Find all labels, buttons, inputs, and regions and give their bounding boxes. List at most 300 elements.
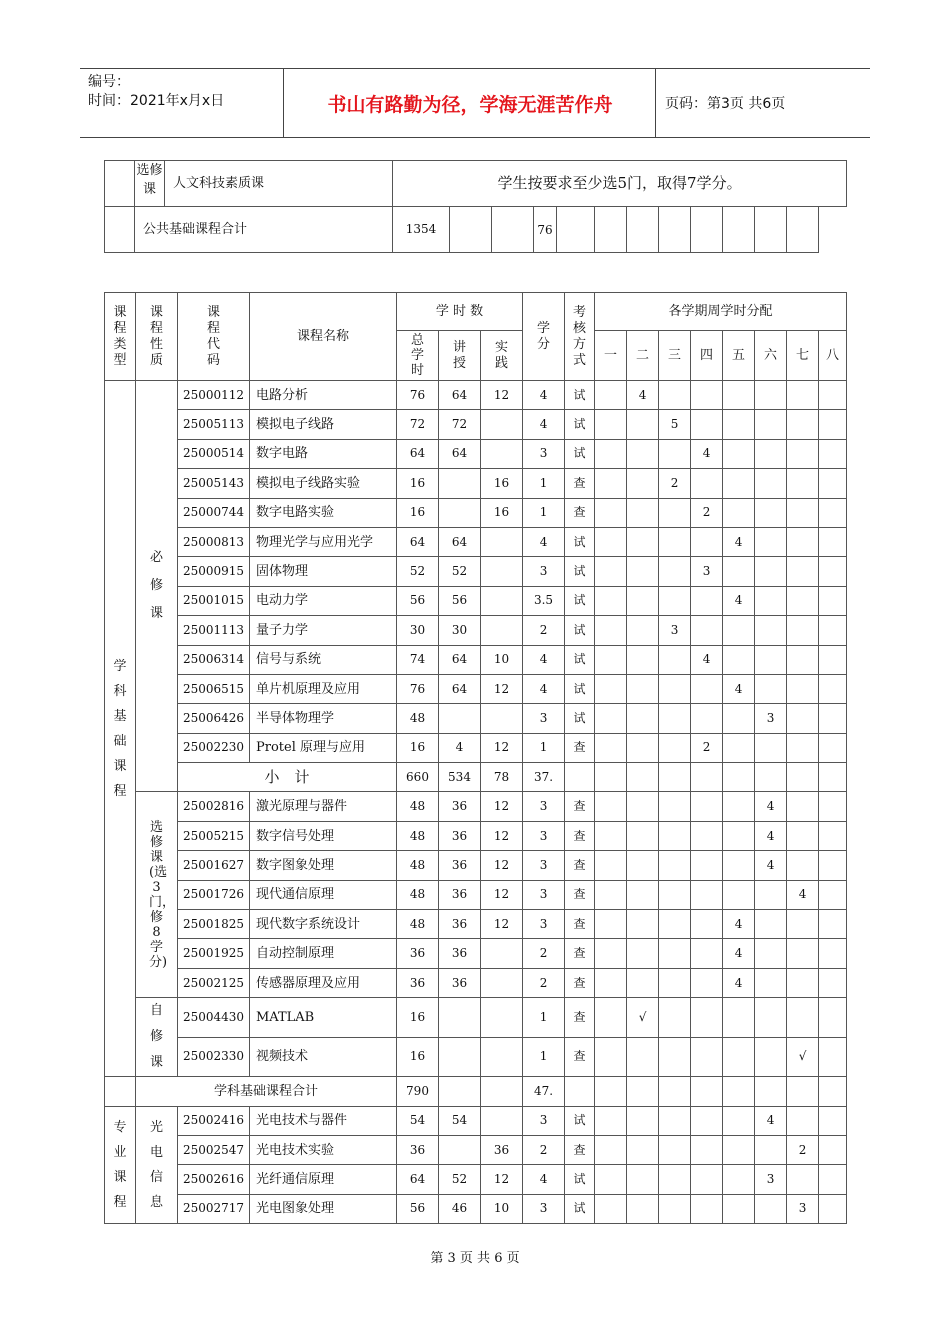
term-5-hours (723, 1135, 755, 1164)
term-1-hours (595, 1135, 627, 1164)
time-label: 时间：2021年x月x日 (88, 93, 225, 109)
empty-cell (105, 207, 135, 253)
term-6-hours (755, 616, 787, 645)
course-credits: 2 (523, 1135, 565, 1164)
term-3-hours (659, 1194, 691, 1223)
header-term-2: 二 (627, 331, 659, 381)
course-practice (481, 616, 523, 645)
section-discipline-label: 学科基础课程 (105, 381, 136, 1077)
term-1-hours (595, 851, 627, 880)
term-8-hours (819, 1194, 847, 1223)
term-7-hours (787, 792, 819, 821)
course-practice: 16 (481, 498, 523, 527)
course-practice (481, 439, 523, 468)
term-6-hours (755, 968, 787, 997)
term-5-hours: 4 (723, 527, 755, 556)
term-5-hours (723, 1106, 755, 1135)
table-row (105, 792, 847, 821)
term-7-hours (787, 674, 819, 703)
course-total: 16 (397, 998, 439, 1038)
course-total: 48 (397, 880, 439, 909)
course-name: MATLAB (250, 998, 397, 1038)
term-4-hours (691, 527, 723, 556)
empty-cell (105, 161, 135, 207)
course-exam: 试 (565, 645, 595, 674)
empty-cell (723, 207, 755, 253)
term-8-hours (819, 998, 847, 1038)
term-7-hours (787, 410, 819, 439)
term-6-hours: 4 (755, 851, 787, 880)
term-1-hours (595, 498, 627, 527)
term-7-hours (787, 1165, 819, 1194)
term-8-hours (819, 792, 847, 821)
course-exam: 试 (565, 381, 595, 410)
term-3-hours (659, 527, 691, 556)
term-6-hours (755, 733, 787, 762)
term-7-hours (787, 939, 819, 968)
table-row (105, 1165, 847, 1194)
course-exam: 查 (565, 851, 595, 880)
empty-cell (787, 763, 819, 792)
term-3-hours (659, 1165, 691, 1194)
term-3-hours (659, 1106, 691, 1135)
public-total-label: 公共基础课程合计 (135, 207, 393, 253)
course-lecture: 30 (439, 616, 481, 645)
table-row (105, 439, 847, 468)
empty-cell (755, 1077, 787, 1106)
term-7-hours (787, 439, 819, 468)
term-1-hours (595, 939, 627, 968)
course-exam: 试 (565, 1106, 595, 1135)
course-exam: 查 (565, 998, 595, 1038)
course-credits: 3 (523, 557, 565, 586)
term-4-hours (691, 381, 723, 410)
term-2-hours (627, 616, 659, 645)
header-term-1: 一 (595, 331, 627, 381)
term-6-hours (755, 645, 787, 674)
header-credits: 学分 (523, 293, 565, 381)
term-4-hours: 4 (691, 439, 723, 468)
table-row (105, 998, 847, 1038)
term-7-hours (787, 557, 819, 586)
term-8-hours (819, 586, 847, 615)
course-total: 64 (397, 1165, 439, 1194)
term-4-hours (691, 792, 723, 821)
course-name: 信号与系统 (250, 645, 397, 674)
course-code: 25005143 (178, 469, 250, 498)
term-4-hours (691, 968, 723, 997)
course-code: 25005113 (178, 410, 250, 439)
course-practice: 12 (481, 851, 523, 880)
empty-cell (659, 1077, 691, 1106)
empty-cell (481, 1077, 523, 1106)
header-term-3: 三 (659, 331, 691, 381)
table-row (105, 381, 847, 410)
course-name: 电动力学 (250, 586, 397, 615)
header-term-5: 五 (723, 331, 755, 381)
course-total: 16 (397, 498, 439, 527)
course-code: 25001113 (178, 616, 250, 645)
subtotal-row (105, 763, 847, 792)
course-name: 光电图象处理 (250, 1194, 397, 1223)
course-lecture (439, 1037, 481, 1077)
term-5-hours (723, 557, 755, 586)
elective-label: 选修课(选3门，修8学分) (136, 792, 178, 998)
table-row (105, 586, 847, 615)
empty-cell (565, 1077, 595, 1106)
term-6-hours (755, 498, 787, 527)
term-3-hours (659, 792, 691, 821)
term-7-hours (787, 733, 819, 762)
term-7-hours (787, 469, 819, 498)
course-total: 36 (397, 939, 439, 968)
course-credits: 3 (523, 910, 565, 939)
empty-cell (450, 207, 492, 253)
document-header (80, 68, 870, 138)
term-8-hours (819, 1106, 847, 1135)
course-total: 64 (397, 527, 439, 556)
course-lecture: 52 (439, 1165, 481, 1194)
subtotal-lecture: 534 (439, 763, 481, 792)
term-6-hours (755, 910, 787, 939)
term-3-hours (659, 674, 691, 703)
header-term-distribution: 各学期周学时分配 (595, 293, 847, 331)
table-row (105, 880, 847, 909)
elective-type: 选修课 (135, 161, 165, 207)
term-3-hours (659, 880, 691, 909)
course-lecture: 52 (439, 557, 481, 586)
subtotal-credits: 37. (523, 763, 565, 792)
course-credits: 4 (523, 410, 565, 439)
course-exam: 查 (565, 880, 595, 909)
table-row (105, 1037, 847, 1077)
term-7-hours (787, 1106, 819, 1135)
empty-cell (787, 207, 819, 253)
course-total: 30 (397, 616, 439, 645)
course-total: 56 (397, 586, 439, 615)
table-row (105, 1106, 847, 1135)
course-practice: 12 (481, 910, 523, 939)
major-direction-label: 光电信息 (136, 1106, 178, 1224)
table-row (105, 851, 847, 880)
subtotal-practice: 78 (481, 763, 523, 792)
course-total: 48 (397, 792, 439, 821)
term-8-hours (819, 851, 847, 880)
elective-name: 人文科技素质课 (165, 161, 393, 207)
term-3-hours (659, 557, 691, 586)
course-name: 单片机原理及应用 (250, 674, 397, 703)
empty-cell (755, 763, 787, 792)
term-6-hours: 4 (755, 792, 787, 821)
course-lecture: 36 (439, 821, 481, 850)
course-code: 25004430 (178, 998, 250, 1038)
course-total: 64 (397, 439, 439, 468)
empty-cell (565, 763, 595, 792)
term-4-hours (691, 1165, 723, 1194)
header-lecture: 讲授 (439, 331, 481, 381)
term-8-hours (819, 1165, 847, 1194)
term-5-hours: 4 (723, 968, 755, 997)
table-row (105, 616, 847, 645)
course-total: 76 (397, 381, 439, 410)
course-name: 视频技术 (250, 1037, 397, 1077)
term-8-hours (819, 939, 847, 968)
term-8-hours (819, 645, 847, 674)
course-name: 光纤通信原理 (250, 1165, 397, 1194)
course-practice (481, 998, 523, 1038)
term-7-hours (787, 910, 819, 939)
term-7-hours (787, 998, 819, 1038)
term-1-hours (595, 704, 627, 733)
empty-cell (691, 207, 723, 253)
course-credits: 2 (523, 968, 565, 997)
term-5-hours (723, 381, 755, 410)
empty-cell (627, 1077, 659, 1106)
course-credits: 4 (523, 527, 565, 556)
term-4-hours (691, 998, 723, 1038)
subtotal-total: 660 (397, 763, 439, 792)
course-lecture: 36 (439, 792, 481, 821)
course-practice: 12 (481, 1165, 523, 1194)
term-7-hours (787, 645, 819, 674)
term-2-hours (627, 1194, 659, 1223)
course-credits: 4 (523, 381, 565, 410)
course-credits: 2 (523, 616, 565, 645)
term-5-hours (723, 616, 755, 645)
table-row (105, 910, 847, 939)
term-5-hours (723, 1037, 755, 1077)
course-practice (481, 527, 523, 556)
course-total: 48 (397, 821, 439, 850)
term-6-hours (755, 1135, 787, 1164)
term-4-hours (691, 616, 723, 645)
course-credits: 4 (523, 645, 565, 674)
course-lecture (439, 469, 481, 498)
header-total-hours: 总学时 (397, 331, 439, 381)
subtotal-label: 小 计 (178, 763, 397, 792)
course-practice: 10 (481, 645, 523, 674)
term-8-hours (819, 498, 847, 527)
course-lecture: 36 (439, 939, 481, 968)
course-credits: 3 (523, 1106, 565, 1135)
public-total-credits: 76 (534, 207, 557, 253)
course-exam: 试 (565, 527, 595, 556)
term-8-hours (819, 910, 847, 939)
course-lecture (439, 998, 481, 1038)
term-2-hours (627, 939, 659, 968)
course-lecture: 64 (439, 439, 481, 468)
term-3-hours (659, 645, 691, 674)
term-4-hours (691, 851, 723, 880)
course-lecture: 64 (439, 645, 481, 674)
discipline-total-row (105, 1077, 847, 1106)
course-credits: 3 (523, 851, 565, 880)
term-5-hours (723, 733, 755, 762)
course-code: 25002547 (178, 1135, 250, 1164)
course-name: 量子力学 (250, 616, 397, 645)
term-2-hours (627, 527, 659, 556)
term-6-hours (755, 1194, 787, 1223)
course-lecture: 56 (439, 586, 481, 615)
term-5-hours (723, 704, 755, 733)
empty-cell (105, 1077, 136, 1106)
course-lecture (439, 704, 481, 733)
empty-cell (691, 1077, 723, 1106)
term-1-hours (595, 410, 627, 439)
term-8-hours (819, 880, 847, 909)
empty-cell (627, 763, 659, 792)
course-code: 25001726 (178, 880, 250, 909)
term-1-hours (595, 880, 627, 909)
term-3-hours: 3 (659, 616, 691, 645)
term-4-hours (691, 1194, 723, 1223)
term-8-hours (819, 469, 847, 498)
term-1-hours (595, 1194, 627, 1223)
course-exam: 试 (565, 704, 595, 733)
course-credits: 3 (523, 821, 565, 850)
term-2-hours (627, 733, 659, 762)
course-code: 25006515 (178, 674, 250, 703)
course-lecture (439, 1135, 481, 1164)
table-row (105, 733, 847, 762)
course-credits: 3 (523, 439, 565, 468)
course-exam: 查 (565, 733, 595, 762)
header-exam: 考核方式 (565, 293, 595, 381)
term-6-hours: 3 (755, 1165, 787, 1194)
term-2-hours (627, 410, 659, 439)
term-8-hours (819, 410, 847, 439)
empty-cell (595, 207, 627, 253)
course-credits: 1 (523, 733, 565, 762)
term-1-hours (595, 586, 627, 615)
header-code: 课程代码 (178, 293, 250, 381)
term-3-hours (659, 1037, 691, 1077)
required-label: 必修课 (136, 381, 178, 792)
term-2-hours (627, 557, 659, 586)
course-exam: 试 (565, 439, 595, 468)
course-exam: 试 (565, 616, 595, 645)
empty-cell (723, 763, 755, 792)
term-4-hours: 2 (691, 733, 723, 762)
empty-cell (492, 207, 534, 253)
term-6-hours (755, 469, 787, 498)
term-2-hours (627, 821, 659, 850)
term-5-hours: 4 (723, 910, 755, 939)
term-2-hours (627, 439, 659, 468)
header-term-6: 六 (755, 331, 787, 381)
course-name: 数字电路 (250, 439, 397, 468)
course-name: 固体物理 (250, 557, 397, 586)
course-name: 现代数字系统设计 (250, 910, 397, 939)
table-row (105, 939, 847, 968)
table-row (105, 704, 847, 733)
term-4-hours (691, 586, 723, 615)
term-5-hours (723, 469, 755, 498)
table-row (105, 469, 847, 498)
term-3-hours (659, 439, 691, 468)
course-total: 48 (397, 704, 439, 733)
course-exam: 查 (565, 939, 595, 968)
term-2-hours (627, 880, 659, 909)
empty-cell (595, 763, 627, 792)
term-3-hours (659, 821, 691, 850)
term-5-hours (723, 851, 755, 880)
term-1-hours (595, 616, 627, 645)
term-5-hours (723, 792, 755, 821)
course-practice (481, 939, 523, 968)
course-credits: 4 (523, 1165, 565, 1194)
course-name: 半导体物理学 (250, 704, 397, 733)
term-5-hours (723, 498, 755, 527)
table-row (105, 968, 847, 997)
term-8-hours (819, 616, 847, 645)
course-lecture: 64 (439, 381, 481, 410)
discipline-total-credits: 47. (523, 1077, 565, 1106)
course-exam: 查 (565, 1037, 595, 1077)
term-3-hours (659, 939, 691, 968)
course-total: 16 (397, 469, 439, 498)
course-practice: 12 (481, 880, 523, 909)
term-2-hours (627, 1135, 659, 1164)
course-exam: 试 (565, 1165, 595, 1194)
term-4-hours (691, 704, 723, 733)
empty-cell (627, 207, 659, 253)
term-7-hours: 3 (787, 1194, 819, 1223)
term-2-hours (627, 674, 659, 703)
term-4-hours (691, 880, 723, 909)
term-1-hours (595, 733, 627, 762)
term-8-hours (819, 439, 847, 468)
course-name: 电路分析 (250, 381, 397, 410)
term-1-hours (595, 968, 627, 997)
term-4-hours (691, 1135, 723, 1164)
course-exam: 试 (565, 410, 595, 439)
course-name: 光电技术与器件 (250, 1106, 397, 1135)
term-5-hours (723, 821, 755, 850)
term-1-hours (595, 557, 627, 586)
course-practice: 16 (481, 469, 523, 498)
term-6-hours: 3 (755, 704, 787, 733)
term-3-hours (659, 968, 691, 997)
course-credits: 3.5 (523, 586, 565, 615)
term-6-hours (755, 557, 787, 586)
term-2-hours: 4 (627, 381, 659, 410)
course-total: 16 (397, 733, 439, 762)
course-credits: 2 (523, 939, 565, 968)
term-1-hours (595, 469, 627, 498)
term-5-hours: 4 (723, 939, 755, 968)
term-1-hours (595, 527, 627, 556)
term-6-hours (755, 939, 787, 968)
term-4-hours: 4 (691, 645, 723, 674)
term-8-hours (819, 1037, 847, 1077)
term-2-hours: √ (627, 998, 659, 1038)
table-row (105, 1135, 847, 1164)
course-name: 物理光学与应用光学 (250, 527, 397, 556)
term-7-hours (787, 704, 819, 733)
course-credits: 3 (523, 1194, 565, 1223)
course-lecture: 54 (439, 1106, 481, 1135)
term-1-hours (595, 792, 627, 821)
term-4-hours: 2 (691, 498, 723, 527)
course-total: 36 (397, 968, 439, 997)
course-practice: 12 (481, 733, 523, 762)
course-practice: 36 (481, 1135, 523, 1164)
table-row (105, 674, 847, 703)
header-practice: 实践 (481, 331, 523, 381)
course-practice: 10 (481, 1194, 523, 1223)
term-1-hours (595, 1106, 627, 1135)
